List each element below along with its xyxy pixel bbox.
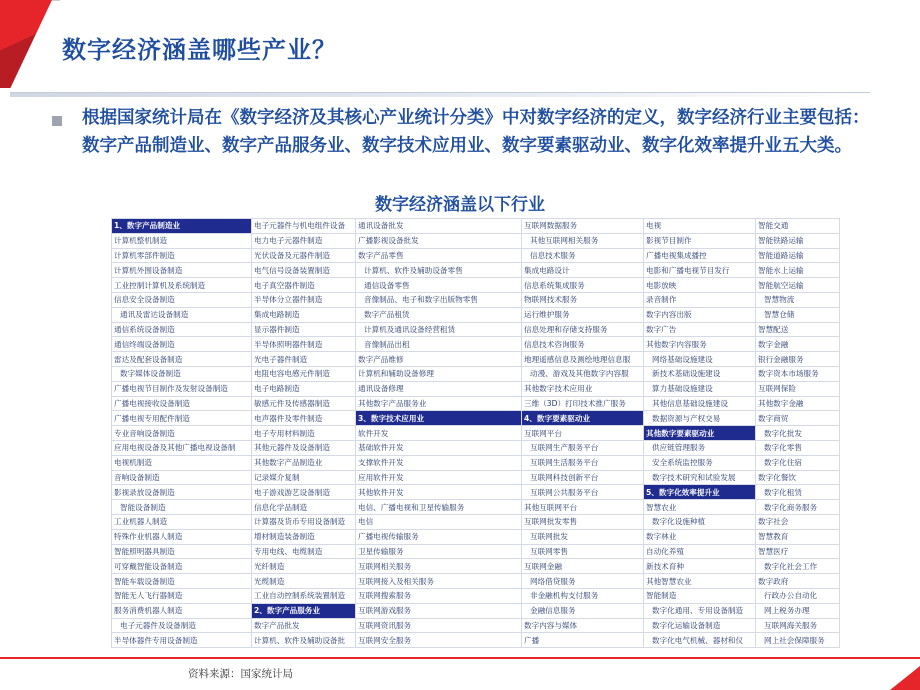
table-cell: 计算机、软件及辅助设备零售 <box>356 263 522 278</box>
table-cell: 互联网海关服务 <box>756 618 840 633</box>
table-row <box>112 263 840 278</box>
table-cell: 互联网接入及相关服务 <box>356 574 522 589</box>
table-cell: 专用电线、电缆制造 <box>252 544 356 559</box>
table-cell: 数字化餐饮 <box>756 470 840 485</box>
table-cell: 数字化零售 <box>756 440 840 455</box>
table-cell: 增材制造装备制造 <box>252 529 356 544</box>
table-cell: 广播 <box>522 633 644 648</box>
table-cell: 记录媒介复制 <box>252 470 356 485</box>
table-cell: 互联网批发 <box>522 529 644 544</box>
table-cell: 数字媒体设备制造 <box>112 366 252 381</box>
table-cell: 通信系统设备制造 <box>112 322 252 337</box>
source-note: 资料来源：国家统计局 <box>188 668 293 680</box>
category-header-cell: 4、数字要素驱动业 <box>522 411 644 426</box>
table-cell: 计算机、软件及辅助设备批 <box>252 633 356 648</box>
table-cell: 敏感元件及传感器制造 <box>252 396 356 411</box>
table-cell: 其他数字技术应用业 <box>522 381 644 396</box>
table-cell: 计算机和辅助设备修理 <box>356 366 522 381</box>
table-cell: 智能设备制造 <box>112 500 252 515</box>
table-cell: 光电子器件制造 <box>252 352 356 367</box>
table-cell: 录音制作 <box>644 292 756 307</box>
table-cell: 数字广告 <box>644 322 756 337</box>
table-cell: 影视节目制作 <box>644 233 756 248</box>
table-row <box>112 426 840 441</box>
intro-paragraph: 根据国家统计局在《数字经济及其核心产业统计分类》中对数字经济的定义，数字经济行业主要包括：数字产品制造业、数字产品服务业、数字技术应用业、数字要素驱动业、数字化效率提升业五大类。 <box>82 108 870 156</box>
table-cell: 自动化养殖 <box>644 544 756 559</box>
table-cell: 互联网相关服务 <box>356 559 522 574</box>
table-row <box>112 603 840 618</box>
table-cell: 安全系统监控服务 <box>644 455 756 470</box>
table-cell: 智慧教育 <box>756 529 840 544</box>
table-row <box>112 396 840 411</box>
table-row <box>112 500 840 515</box>
table-row <box>112 278 840 293</box>
table-cell: 互联网安全服务 <box>356 633 522 648</box>
table-cell: 数字社会 <box>756 514 840 529</box>
table-cell: 软件开发 <box>356 426 522 441</box>
table-cell: 金融信息服务 <box>522 603 644 618</box>
table-cell: 智能道路运输 <box>756 248 840 263</box>
table-cell: 信息技术服务 <box>522 248 644 263</box>
table-row <box>112 544 840 559</box>
table-cell: 数字产品批发 <box>252 618 356 633</box>
table-cell: 智慧农业 <box>644 500 756 515</box>
table-cell: 其他互联网平台 <box>522 500 644 515</box>
table-cell: 数字化运输设备制造 <box>644 618 756 633</box>
table-cell: 互联网生产服务平台 <box>522 440 644 455</box>
table-cell: 电子元器件及设备制造 <box>112 618 252 633</box>
table-cell: 电子真空器件制造 <box>252 278 356 293</box>
table-cell: 智能航空运输 <box>756 278 840 293</box>
table-cell: 其他软件开发 <box>356 485 522 500</box>
table-cell: 数字产品零售 <box>356 248 522 263</box>
table-row <box>112 470 840 485</box>
table-cell: 电子电路制造 <box>252 381 356 396</box>
table-cell: 广播电视集成播控 <box>644 248 756 263</box>
category-header-cell: 2、数字产品服务业 <box>252 603 356 618</box>
table-cell: 新技术育种 <box>644 559 756 574</box>
table-cell: 智慧医疗 <box>756 544 840 559</box>
table-cell: 互联网批发零售 <box>522 514 644 529</box>
table-cell: 数字化通用、专用设备制造 <box>644 603 756 618</box>
table-cell: 智能制造 <box>644 588 756 603</box>
table-cell: 支撑软件开发 <box>356 455 522 470</box>
table-cell: 应用软件开发 <box>356 470 522 485</box>
table-cell: 广播电视接收设备制造 <box>112 396 252 411</box>
table-cell: 互联网游戏服务 <box>356 603 522 618</box>
table-row <box>112 588 840 603</box>
table-cell: 非金融机构支付服务 <box>522 588 644 603</box>
table-cell: 数字内容出版 <box>644 307 756 322</box>
table-cell: 音响设备制造 <box>112 470 252 485</box>
industry-table <box>111 218 840 648</box>
table-cell: 互联网搜索服务 <box>356 588 522 603</box>
table-cell: 物联网技术服务 <box>522 292 644 307</box>
table-cell: 地理遥感信息及测绘地理信息服 <box>522 352 644 367</box>
table-cell: 计算机及通讯设备经营租赁 <box>356 322 522 337</box>
table-cell: 电子游戏游艺设备制造 <box>252 485 356 500</box>
table-cell: 工业机器人制造 <box>112 514 252 529</box>
table-subtitle: 数字经济涵盖以下行业 <box>375 195 545 215</box>
table-cell: 电力电子元器件制造 <box>252 233 356 248</box>
table-cell: 信息系统集成服务 <box>522 278 644 293</box>
table-cell: 计算机整机制造 <box>112 233 252 248</box>
table-row <box>112 440 840 455</box>
table-cell: 显示器件制造 <box>252 322 356 337</box>
table-cell: 其他数字金融 <box>756 396 840 411</box>
bottom-right-red-accent <box>890 660 920 690</box>
table-cell: 通信设备零售 <box>356 278 522 293</box>
table-cell: 数字化商务服务 <box>756 500 840 515</box>
table-cell: 算力基础设施建设 <box>644 381 756 396</box>
table-cell: 电子元器件与机电组件设备 <box>252 219 356 234</box>
table-cell: 电视机制造 <box>112 455 252 470</box>
table-row <box>112 633 840 648</box>
table-cell: 音像制品出租 <box>356 337 522 352</box>
table-cell: 广播电视传输服务 <box>356 529 522 544</box>
table-row <box>112 219 840 234</box>
table-cell: 数字产品租赁 <box>356 307 522 322</box>
bullet-square-icon <box>52 116 62 126</box>
table-cell: 互联网零售 <box>522 544 644 559</box>
table-cell: 智能交通 <box>756 219 840 234</box>
table-cell: 数字化住宿 <box>756 455 840 470</box>
table-cell: 三维（3D）打印技术推广服务 <box>522 396 644 411</box>
table-cell: 工业控制计算机及系统制造 <box>112 278 252 293</box>
table-cell: 专业音响设备制造 <box>112 426 252 441</box>
table-cell: 计算机外围设备制造 <box>112 263 252 278</box>
table-cell: 数字林业 <box>644 529 756 544</box>
slide-title: 数字经济涵盖哪些产业？ <box>62 36 337 64</box>
table-cell: 通讯设备批发 <box>356 219 522 234</box>
table-row <box>112 292 840 307</box>
table-cell: 其他数字产品服务业 <box>356 396 522 411</box>
table-cell: 其他数字内容服务 <box>644 337 756 352</box>
table-cell: 计算器及货币专用设备制造 <box>252 514 356 529</box>
table-cell: 电气信号设备装置制造 <box>252 263 356 278</box>
table-cell: 新技术基础设施建设 <box>644 366 756 381</box>
table-cell: 应用电视设备及其他广播电视设备制 <box>112 440 252 455</box>
table-cell: 电视 <box>644 219 756 234</box>
table-row <box>112 307 840 322</box>
table-cell: 数字化租赁 <box>756 485 840 500</box>
title-divider <box>10 92 870 97</box>
table-row <box>112 559 840 574</box>
table-row <box>112 618 840 633</box>
table-cell: 信息处理和存储支持服务 <box>522 322 644 337</box>
table-cell: 半导体照明器件制造 <box>252 337 356 352</box>
table-cell: 电声器件及零件制造 <box>252 411 356 426</box>
table-cell: 数字技术研究和试验发展 <box>644 470 756 485</box>
table-cell: 信息安全设备制造 <box>112 292 252 307</box>
table-cell: 可穿戴智能设备制造 <box>112 559 252 574</box>
table-cell: 工业自动控制系统装置制造 <box>252 588 356 603</box>
category-header-cell: 1、数字产品制造业 <box>112 219 252 234</box>
table-cell: 智能车载设备制造 <box>112 574 252 589</box>
table-cell: 通信终端设备制造 <box>112 337 252 352</box>
table-cell: 互联网金融 <box>522 559 644 574</box>
category-header-cell: 其他数字要素驱动业 <box>644 426 756 441</box>
table-cell: 数字化社会工作 <box>756 559 840 574</box>
table-cell: 数字化电气机械、器材和仪 <box>644 633 756 648</box>
footer-divider <box>0 657 920 659</box>
table-cell: 数字金融 <box>756 337 840 352</box>
table-cell: 特殊作业机器人制造 <box>112 529 252 544</box>
table-cell: 信息化学品制造 <box>252 500 356 515</box>
table-cell: 网络基础设施建设 <box>644 352 756 367</box>
table-row <box>112 381 840 396</box>
table-cell: 雷达及配套设备制造 <box>112 352 252 367</box>
table-cell: 智慧仓储 <box>756 307 840 322</box>
table-cell: 电子专用材料制造 <box>252 426 356 441</box>
table-cell: 网络借贷服务 <box>522 574 644 589</box>
table-cell: 通讯及雷达设备制造 <box>112 307 252 322</box>
table-cell: 光伏设备及元器件制造 <box>252 248 356 263</box>
table-cell: 智慧配送 <box>756 322 840 337</box>
table-cell: 半导体器件专用设备制造 <box>112 633 252 648</box>
table-cell: 电影放映 <box>644 278 756 293</box>
category-header-cell: 3、数字技术应用业 <box>356 411 522 426</box>
table-cell: 其他互联网相关服务 <box>522 233 644 248</box>
table-cell: 数字内容与媒体 <box>522 618 644 633</box>
table-cell: 数字政府 <box>756 574 840 589</box>
table-cell: 运行维护服务 <box>522 307 644 322</box>
table-row <box>112 574 840 589</box>
table-row <box>112 366 840 381</box>
table-cell: 智能无人飞行器制造 <box>112 588 252 603</box>
table-cell: 互联网资讯服务 <box>356 618 522 633</box>
table-row <box>112 514 840 529</box>
table-row <box>112 352 840 367</box>
table-cell: 其他数字产品制造业 <box>252 455 356 470</box>
table-row <box>112 322 840 337</box>
table-cell: 广播影视设备批发 <box>356 233 522 248</box>
table-cell: 信息技术咨询服务 <box>522 337 644 352</box>
table-cell: 互联网公共服务平台 <box>522 485 644 500</box>
table-cell: 智能水上运输 <box>756 263 840 278</box>
table-row <box>112 485 840 500</box>
table-cell: 计算机零部件制造 <box>112 248 252 263</box>
table-cell: 网上税务办理 <box>756 603 840 618</box>
category-header-cell: 5、数字化效率提升业 <box>644 485 756 500</box>
table-row <box>112 529 840 544</box>
table-cell: 通讯设备修理 <box>356 381 522 396</box>
table-cell: 智慧物流 <box>756 292 840 307</box>
table-cell: 数字产品维修 <box>356 352 522 367</box>
table-cell: 半导体分立器件制造 <box>252 292 356 307</box>
table-cell: 数字化设施种植 <box>644 514 756 529</box>
table-cell: 影视录放设备制造 <box>112 485 252 500</box>
table-row <box>112 337 840 352</box>
table-cell: 互联网科技创新平台 <box>522 470 644 485</box>
table-cell: 互联网数据服务 <box>522 219 644 234</box>
table-cell: 数据资源与产权交易 <box>644 411 756 426</box>
table-cell: 动漫、游戏及其他数字内容服 <box>522 366 644 381</box>
table-row <box>112 248 840 263</box>
table-cell: 电阻电容电感元件制造 <box>252 366 356 381</box>
table-cell: 集成电路制造 <box>252 307 356 322</box>
table-cell: 其他智慧农业 <box>644 574 756 589</box>
table-cell: 数字商贸 <box>756 411 840 426</box>
table-cell: 互联网保险 <box>756 381 840 396</box>
table-cell: 基础软件开发 <box>356 440 522 455</box>
table-cell: 网上社会保障服务 <box>756 633 840 648</box>
table-cell: 智能照明器具制造 <box>112 544 252 559</box>
table-cell: 服务消费机器人制造 <box>112 603 252 618</box>
table-cell: 行政办公自动化 <box>756 588 840 603</box>
table-cell: 电信、广播电视和卫星传输服务 <box>356 500 522 515</box>
table-cell: 其他元器件及设备制造 <box>252 440 356 455</box>
table-row <box>112 455 840 470</box>
table-cell: 数字化批发 <box>756 426 840 441</box>
table-row <box>112 233 840 248</box>
table-cell: 卫星传输服务 <box>356 544 522 559</box>
table-cell: 互联网生活服务平台 <box>522 455 644 470</box>
table-cell: 互联网平台 <box>522 426 644 441</box>
table-cell: 其他信息基础设施建设 <box>644 396 756 411</box>
table-cell: 电信 <box>356 514 522 529</box>
table-cell: 数字资本市场服务 <box>756 366 840 381</box>
table-cell: 广播电视专用配件制造 <box>112 411 252 426</box>
table-cell: 供应链管理服务 <box>644 440 756 455</box>
table-row <box>112 411 840 426</box>
table-cell: 电影和广播电视节目发行 <box>644 263 756 278</box>
table-cell: 音像制品、电子和数字出版物零售 <box>356 292 522 307</box>
table-cell: 银行金融服务 <box>756 352 840 367</box>
table-cell: 光缆制造 <box>252 574 356 589</box>
table-cell: 光纤制造 <box>252 559 356 574</box>
table-cell: 集成电路设计 <box>522 263 644 278</box>
table-cell: 智能铁路运输 <box>756 233 840 248</box>
table-cell: 广播电视节目制作及发射设备制造 <box>112 381 252 396</box>
